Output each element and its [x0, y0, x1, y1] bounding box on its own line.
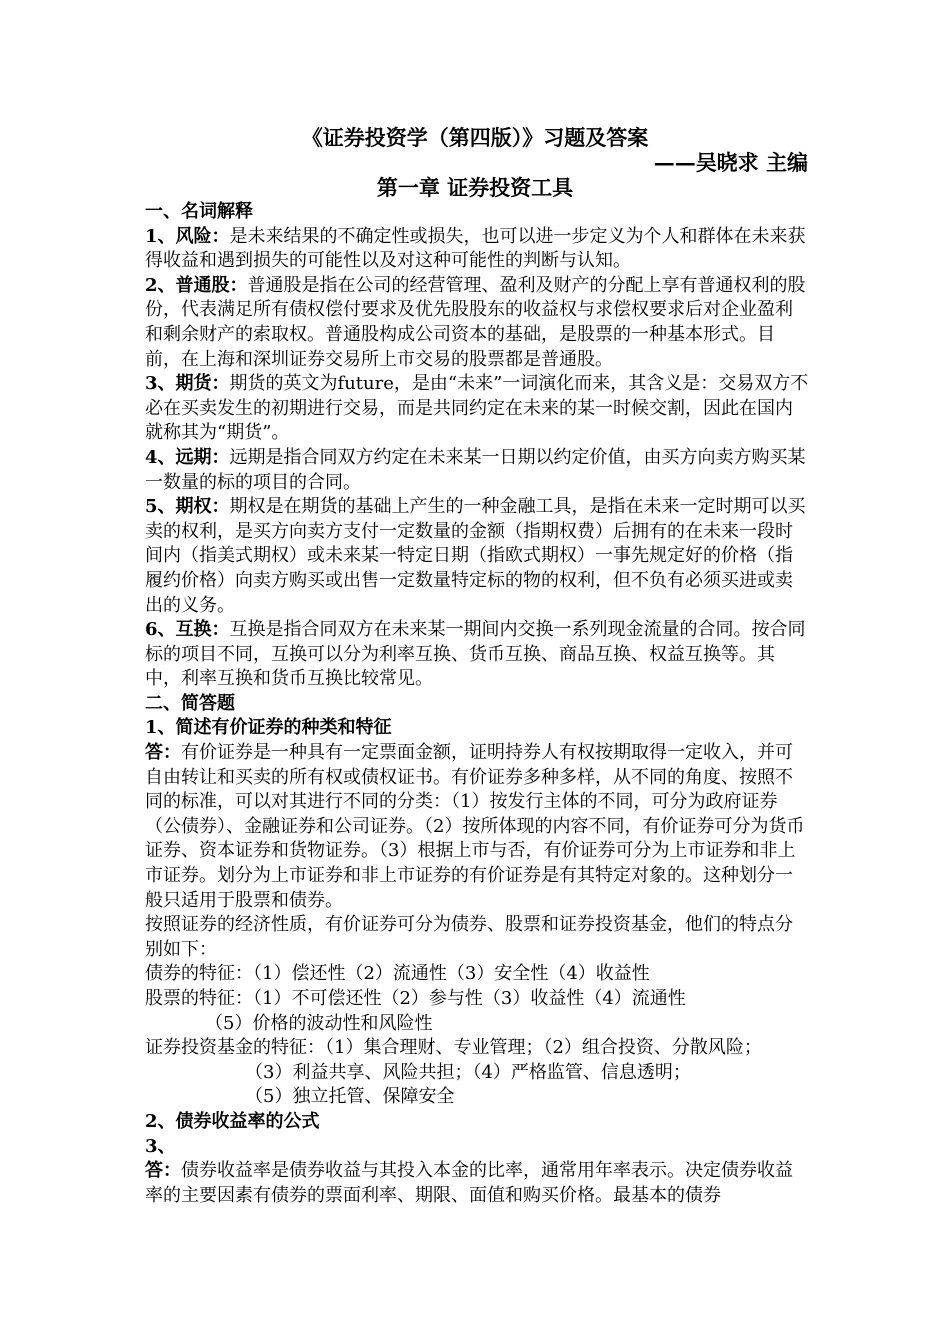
term-common-stock: [145, 274, 810, 372]
fund-features: 证券投资基金的特征：（1）集合理财、专业管理；（2）组合投资、分散风险；: [145, 1037, 762, 1059]
term-option: [145, 495, 810, 618]
term-label: 6、互换：: [145, 619, 230, 641]
stock-features: 股票的特征：（1）不可偿还性（2）参与性（3）收益性（4）流通性: [145, 988, 686, 1009]
section-heading-short-answer: 二、简答题: [145, 692, 235, 714]
term-risk: [145, 225, 810, 274]
term-label: 4、远期：: [145, 446, 230, 468]
term-label: 5、期权：: [145, 496, 230, 518]
question-1: 1、简述有价证券的种类和特征: [145, 717, 392, 739]
fund-features-cont-2: （5）独立托管、保障安全: [245, 1086, 455, 1108]
section-heading-terms: 一、名词解释: [145, 201, 253, 222]
term-text: 互换是指合同双方在未来某一期间内交换一系列现金流量的合同。按合同标的项目不同，互换可以分为利率互换、货币互换、商品互换、权益互换等。其中，利率互换和货币互换比较常见。: [145, 619, 806, 690]
term-text: 期权是在期货的基础上产生的一种金融工具，是指在未来一定时期可以买卖的权利，是买方向卖方支付一定数量的金额（指期权费）后拥有的在未来一段时间内（指美式期权）或未来某一特定日期（指欧式期权）一事先规定好的价格（指履约价格）向卖方购买或出售一定数量特定标的物的权利，但不负有必须买进或卖出的义务。: [145, 496, 806, 616]
answer-text: 债券收益率是债券收益与其投入本金的比率，通常用年率表示。决定债券收益率的主要因素有债券的票面利率、期限、面值和购买价格。最基本的债券: [145, 1160, 793, 1206]
bond-features: 债券的特征：（1）偿还性（2）流通性（3）安全性（4）收益性: [145, 963, 650, 985]
term-label: 2、普通股：: [145, 274, 248, 296]
term-swap: [145, 618, 810, 692]
question-2: 2、债券收益率的公式: [145, 1110, 320, 1132]
term-text: 是未来结果的不确定性或损失，也可以进一步定义为个人和群体在未来获得收益和遇到损失的可能性以及对这种可能性的判断与认知。: [145, 225, 806, 272]
stock-features-cont: （5）价格的波动性和风险性: [205, 1012, 433, 1034]
answer-1: [145, 741, 810, 913]
term-text: 期货的英文为future，是由“未来”一词演化而来，其含义是：交易双方不必在买卖发生的初期进行交易，而是共同约定在未来的某一时候交割，因此在国内就称其为“期货”。: [145, 373, 809, 444]
term-text: 远期是指合同双方约定在未来某一日期以约定价值，由买方向卖方购买某一数量的标的项目的合同。: [145, 446, 806, 493]
fund-features-cont-1: （3）利益共享、风险共担；（4）严格监管、信息透明；: [245, 1061, 691, 1083]
answer-label: 答：: [145, 1160, 181, 1182]
document-body: [145, 200, 810, 1208]
answer-text: 有价证券是一种具有一定票面金额，证明持券人有权按期取得一定收入，并可自由转让和买卖的所有权或债权证书。有价证券多种多样，从不同的角度、按照不同的标准，可以对其进行不同的分类：（1）按发行主体的不同，可分为政府证券（公债券）、金融证券和公司证券。（2）按所体现的内容不同，有价证券可分为货币证券、资本证券和货物证券。（3）根据上市与否，有价证券可分为上市证券和非上市证券。划分为上市证券和非上市证券的有价证券是有其特定对象的。这种划分一般只适用于股票和债券。: [145, 742, 805, 911]
question-3: 3、: [145, 1135, 176, 1157]
document-author: ——吴晓求 主编: [653, 150, 808, 175]
term-forward: [145, 446, 810, 495]
term-label: 1、风险：: [145, 225, 230, 247]
answer-3: [145, 1159, 810, 1208]
answer-label: 答：: [145, 742, 181, 764]
term-futures: [145, 372, 810, 446]
term-text: 普通股是指在公司的经营管理、盈利及财产的分配上享有普通权利的股份，代表满足所有债权偿付要求及优先股股东的收益权与求偿权要求后对企业盈利和剩余财产的索取权。普通股构成公司资本的基础，是股票的一种基本形式。目前，在上海和深圳证券交易所上市交易的股票都是普通股。: [145, 274, 806, 370]
chapter-title: 第一章 证券投资工具: [376, 175, 574, 200]
document-title: 《证券投资学（第四版）》习题及答案: [301, 125, 649, 150]
term-label: 3、期货：: [145, 373, 230, 395]
answer-1-paragraph-2: 按照证券的经济性质，有价证券可分为债券、股票和证券投资基金，他们的特点分别如下：: [145, 914, 793, 960]
